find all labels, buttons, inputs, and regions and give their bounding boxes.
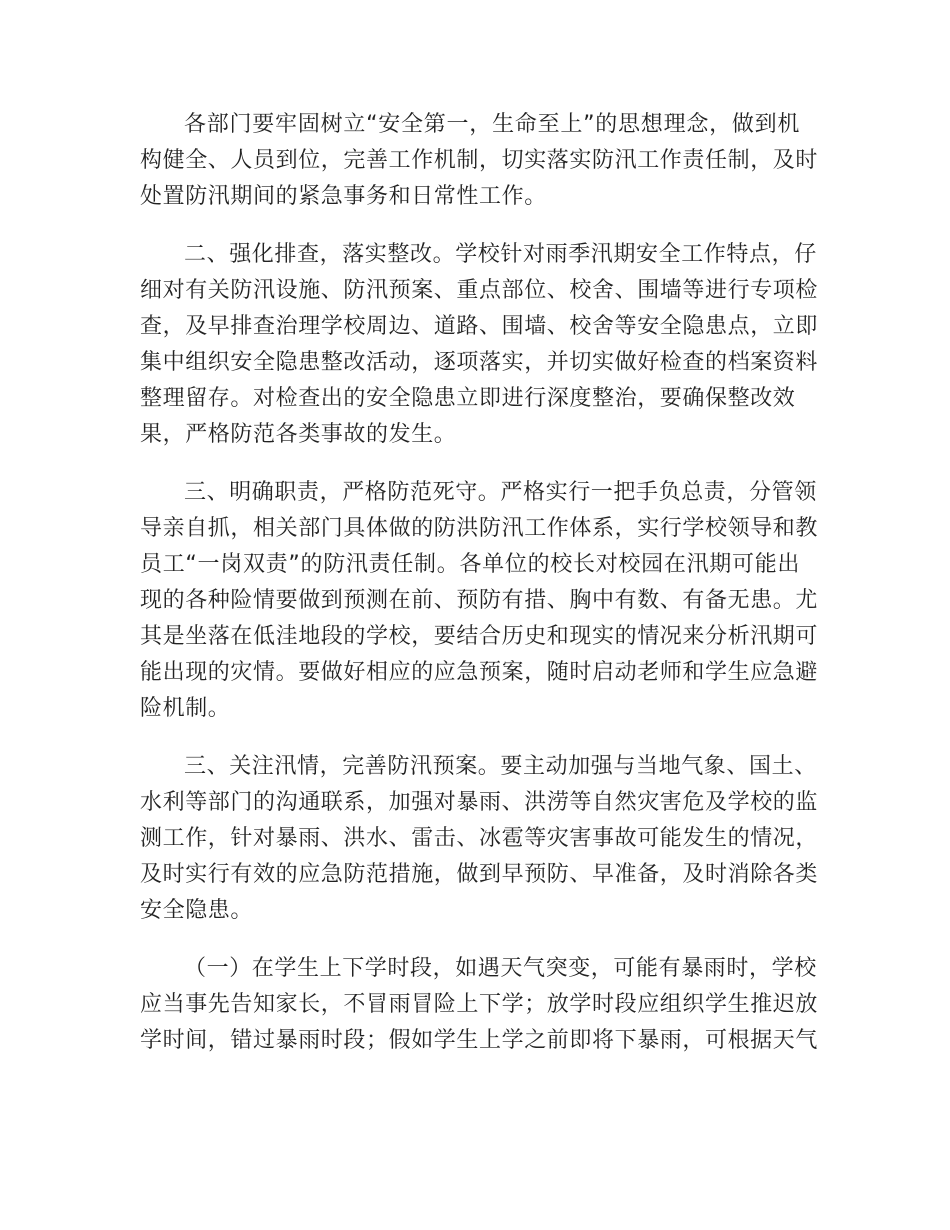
text-line: （一）在学生上下学时段，如遇天气突变，可能有暴雨时，学校 — [184, 956, 817, 981]
text-line: 测工作，针对暴雨、洪水、雷击、冰雹等灾害事故可能发生的情况， — [140, 826, 819, 851]
text-line: 险机制。 — [140, 696, 231, 721]
paragraph-duties — [140, 475, 819, 727]
text-line: 其是坐落在低洼地段的学校，要结合历史和现实的情况来分析汛期可 — [140, 624, 819, 649]
paragraph-spacer — [140, 929, 800, 951]
paragraph-flood-plan — [140, 749, 819, 929]
text-line: 处置防汛期间的紧急事务和日常性工作。 — [140, 184, 547, 209]
text-line: 集中组织安全隐患整改活动，逐项落实，并切实做好检查的档案资料 — [140, 350, 819, 375]
text-line: 三、关注汛情，完善防汛预案。要主动加强与当地气象、国土、 — [184, 754, 817, 779]
paragraph-spacer — [140, 453, 800, 475]
text-line: 现的各种险情要做到预测在前、预防有措、胸中有数、有备无患。尤 — [140, 588, 819, 613]
text-line: 水利等部门的沟通联系，加强对暴雨、洪涝等自然灾害危及学校的监 — [140, 790, 819, 815]
paragraph-responsibility — [140, 107, 819, 215]
text-line: 查，及早排查治理学校周边、道路、围墙、校舍等安全隐患点，立即 — [140, 314, 819, 339]
text-line: 各部门要牢固树立“安全第一，生命至上”的思想理念，做到机 — [184, 112, 800, 137]
paragraph-inspection — [140, 237, 819, 453]
text-line: 导亲自抓，相关部门具体做的防洪防汛工作体系，实行学校领导和教 — [140, 516, 819, 541]
text-line: 应当事先告知家长，不冒雨冒险上下学；放学时段应组织学生推迟放 — [140, 992, 819, 1017]
text-line: 安全隐患。 — [140, 898, 254, 923]
text-line: 学时间，错过暴雨时段；假如学生上学之前即将下暴雨，可根据天气 — [140, 1028, 819, 1053]
text-line: 员工“一岗双责”的防汛责任制。各单位的校长对校园在汛期可能出 — [140, 552, 800, 577]
text-line: 整理留存。对检查出的安全隐患立即进行深度整治，要确保整改效 — [140, 386, 796, 411]
text-line: 构健全、人员到位，完善工作机制，切实落实防汛工作责任制，及时 — [140, 148, 819, 173]
text-line: 二、强化排查，落实整改。学校针对雨季汛期安全工作特点，仔 — [184, 242, 817, 267]
paragraph-spacer — [140, 727, 800, 749]
text-line: 能出现的灾情。要做好相应的应急预案，随时启动老师和学生应急避 — [140, 660, 819, 685]
paragraph-school-commute — [140, 951, 819, 1059]
text-line: 果，严格防范各类事故的发生。 — [140, 422, 457, 447]
text-line: 细对有关防汛设施、防汛预案、重点部位、校舍、围墙等进行专项检 — [140, 278, 819, 303]
paragraph-spacer — [140, 215, 800, 237]
text-line: 三、明确职责，严格防范死守。严格实行一把手负总责，分管领 — [184, 480, 817, 505]
text-line: 及时实行有效的应急防范措施，做到早预防、早准备，及时消除各类 — [140, 862, 819, 887]
document-body — [140, 107, 819, 1059]
